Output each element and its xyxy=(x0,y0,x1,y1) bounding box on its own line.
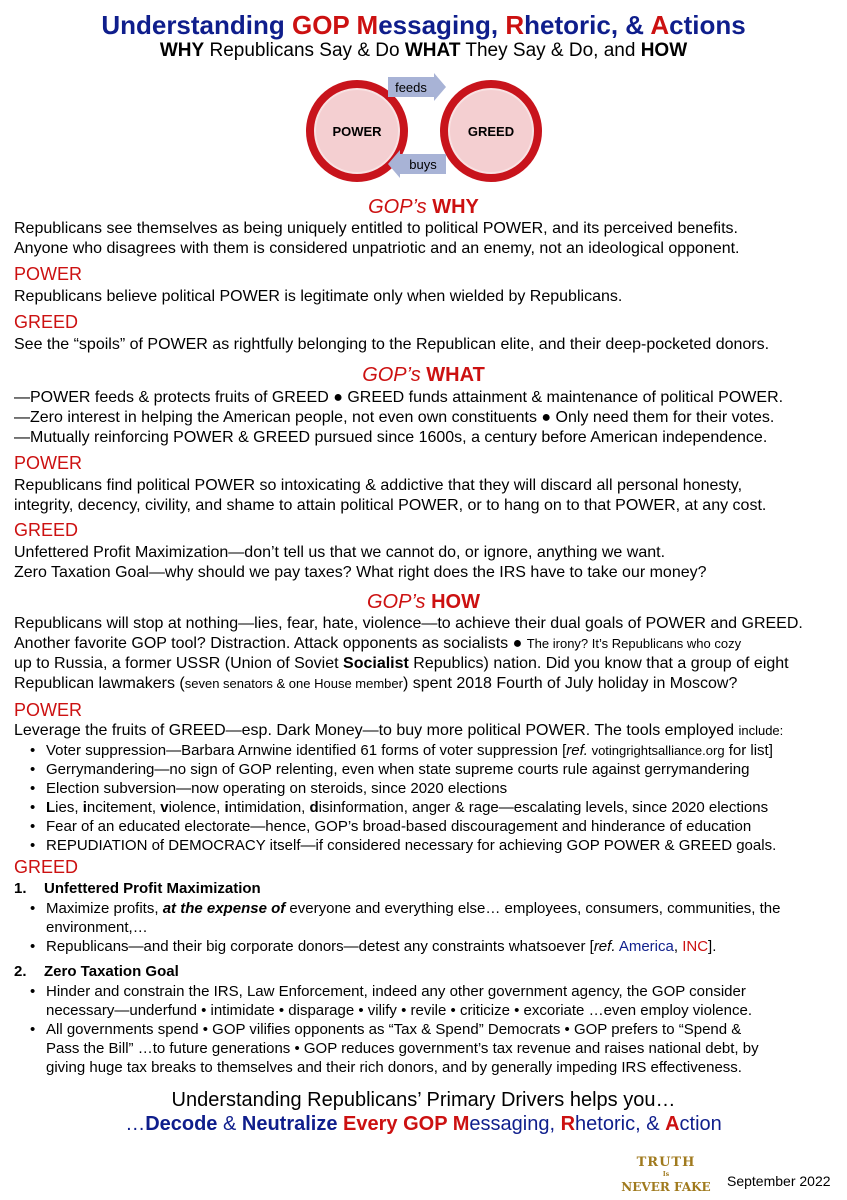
tagline-part: essaging, xyxy=(469,1113,561,1135)
bullet-text: everyone and everything else… employees, consumers, communities, the xyxy=(285,900,781,917)
tagline-part: & xyxy=(217,1113,242,1135)
tagline-part: Decode xyxy=(145,1113,218,1135)
page-title xyxy=(0,10,847,40)
bullet-emphasis: at the expense of xyxy=(162,900,286,917)
why-heading-word: WHY xyxy=(432,196,479,218)
list-item xyxy=(30,798,776,817)
tagline-part: Neutralize xyxy=(241,1113,338,1135)
title-part: hetoric, & xyxy=(524,10,651,40)
item-2-list xyxy=(30,982,759,1077)
feeds-arrow xyxy=(388,73,446,101)
bullet-part: iolence, xyxy=(168,799,225,816)
power-greed-diagram xyxy=(300,70,550,185)
buys-arrow-label: buys xyxy=(400,154,446,174)
how-line: Republicans will stop at nothing—lies, fear, hate, violence—to achieve their dual goals of POWER and GREED. xyxy=(14,615,803,632)
bullet-text: Voter suppression—Barbara Arnwine identified 61 forms of voter suppression [ xyxy=(46,742,567,759)
why-intro-line: Republicans see themselves as being uniquely entitled to political POWER, and its perceived benefits. xyxy=(14,220,738,237)
what-greed-heading: GREED xyxy=(14,520,79,540)
what-line: —Mutually reinforcing POWER & GREED pursued since 1600s, a century before American independence. xyxy=(14,429,768,446)
why-heading-prefix: GOP’s xyxy=(368,196,427,218)
bullet-part: ntimidation, xyxy=(228,799,310,816)
how-line-part: Republican lawmakers ( xyxy=(14,675,185,692)
logo-text: TRUTH xyxy=(636,1155,696,1170)
how-line-part: Socialist xyxy=(343,655,409,672)
how-line-part: up to Russia, a former USSR (Union of Soviet xyxy=(14,655,344,672)
bullet-inc: INC xyxy=(682,938,709,955)
how-power-heading: POWER xyxy=(14,700,83,720)
how-line xyxy=(14,654,839,674)
greed-circle xyxy=(440,80,542,182)
bullet-part: i xyxy=(224,799,229,816)
why-greed-heading: GREED xyxy=(14,312,79,332)
why-power-heading: POWER xyxy=(14,264,83,284)
feeds-arrow-label: feeds xyxy=(388,77,434,97)
subtitle-part: They Say & Do, and xyxy=(460,40,641,61)
how-power-intro xyxy=(14,721,839,741)
tagline-part: ction xyxy=(679,1113,722,1135)
list-item: • Gerrymandering—no sign of GOP relenting, even when state supreme courts rule against gerrymandering xyxy=(30,760,776,779)
list-item-continuation: Pass the Bill” …to future generations • GOP reduces government’s tax revenue and raises national debt, by xyxy=(46,1040,759,1057)
what-line: —POWER feeds & protects fruits of GREED ● GREED funds attainment & maintenance of political POWER. xyxy=(14,389,784,406)
why-greed-text: See the “spoils” of POWER as rightfully belonging to the Republican elite, and their deep-pocketed donors. xyxy=(14,336,770,353)
subtitle-part: HOW xyxy=(640,40,688,61)
bullet-part: L xyxy=(46,799,56,816)
what-greed-line: Unfettered Profit Maximization—don’t tell us that we cannot do, or ignore, anything we want. xyxy=(14,544,666,561)
how-heading-prefix: GOP’s xyxy=(367,591,426,613)
list-item: • REPUDIATION of DEMOCRACY itself—if considered necessary for achieving GOP POWER & GREED goals. xyxy=(30,836,776,855)
item-title: Zero Taxation Goal xyxy=(44,963,179,980)
title-part: A xyxy=(650,10,670,40)
buys-arrow xyxy=(388,150,446,178)
bullet-ref: ref. xyxy=(566,742,588,759)
tagline-part: A xyxy=(665,1113,680,1135)
why-intro-line: Anyone who disagrees with them is considered unpatriotic and an enemy, not an ideological opponent. xyxy=(14,240,740,257)
list-item xyxy=(30,741,776,760)
title-part: R xyxy=(505,10,525,40)
list-item: • All governments spend • GOP vilifies opponents as “Tax & Spend” Democrats • GOP prefers to “Spend & xyxy=(30,1020,759,1039)
how-power-intro-part: Leverage the fruits of GREED—esp. Dark Money—to buy more political POWER. The tools employed xyxy=(14,722,739,739)
page-subtitle xyxy=(0,40,847,62)
title-part: M xyxy=(356,10,379,40)
greed-circle-label: GREED xyxy=(467,123,515,139)
bullet-part: i xyxy=(82,799,87,816)
how-heading xyxy=(0,590,847,614)
bullet-text: , xyxy=(673,938,683,955)
truth-never-fake-logo xyxy=(618,1157,714,1193)
why-power-text: Republicans believe political POWER is legitimate only when wielded by Republicans. xyxy=(14,288,623,305)
power-tools-list xyxy=(30,741,776,855)
bullet-text: Maximize profits, xyxy=(46,900,163,917)
list-item-continuation: necessary—underfund • intimidate • disparage • vilify • revile • criticize • excoriate …even employ violence. xyxy=(46,1002,752,1019)
tagline-part: Every GOP xyxy=(343,1113,453,1135)
item-1-title xyxy=(14,879,261,898)
bullet-america: America xyxy=(615,938,674,955)
how-line xyxy=(14,674,839,694)
subtitle-part: Republicans Say & Do xyxy=(204,40,405,61)
bullet-text: for list] xyxy=(724,742,773,759)
how-line xyxy=(14,634,839,654)
list-item: • Hinder and constrain the IRS, Law Enforcement, indeed any other government agency, the GOP consider xyxy=(30,982,759,1001)
bullet-ref: ref. xyxy=(593,938,616,955)
bullet-part: ies, xyxy=(55,799,83,816)
what-heading-prefix: GOP’s xyxy=(362,364,421,386)
what-power-heading: POWER xyxy=(14,453,83,473)
item-number: 2. xyxy=(14,963,27,980)
how-line-part: ) spent 2018 Fourth of July holiday in Moscow? xyxy=(402,675,738,692)
item-title: Unfettered Profit Maximization xyxy=(44,880,261,897)
subtitle-part: WHY xyxy=(159,40,205,61)
what-power-line: integrity, decency, civility, and shame to attain political POWER, or to hang on to that POWER, at any cost. xyxy=(14,497,767,514)
arrow-right-icon xyxy=(434,73,446,101)
list-item-continuation xyxy=(30,918,781,937)
bullet-site: votingrightsalliance.org xyxy=(587,743,725,758)
list-item xyxy=(30,899,781,918)
item-2-title xyxy=(14,962,179,981)
title-part: GOP xyxy=(291,10,350,40)
how-greed-heading: GREED xyxy=(14,857,79,877)
power-circle-label: POWER xyxy=(332,123,382,139)
title-part: Understanding xyxy=(101,10,292,40)
how-power-intro-part: include: xyxy=(738,723,784,738)
logo-text: NEVER FAKE xyxy=(621,1180,711,1194)
how-line-part: The irony? It’s Republicans who cozy xyxy=(526,636,742,651)
list-item-continuation: giving huge tax breaks to themselves and their rich donors, and by generally impeding IRS effectiveness. xyxy=(46,1059,742,1076)
tagline-part: R xyxy=(560,1113,576,1135)
footer-line: Understanding Republicans’ Primary Drivers helps you… xyxy=(171,1089,676,1111)
what-greed-line: Zero Taxation Goal—why should we pay taxes? What right does the IRS have to take our money? xyxy=(14,564,707,581)
bullet-part: d xyxy=(309,799,319,816)
subtitle-part: WHAT xyxy=(404,40,461,61)
item-number: 1. xyxy=(14,880,27,897)
tagline-part: hetoric, & xyxy=(575,1113,666,1135)
item-1-list xyxy=(30,899,781,956)
list-item xyxy=(30,937,781,956)
what-heading xyxy=(0,363,847,387)
title-part: ctions xyxy=(669,10,746,40)
how-line-part: seven senators & one House member xyxy=(184,676,403,691)
tagline-part: … xyxy=(125,1113,146,1135)
bullet-text: ]. xyxy=(708,938,717,955)
arrow-left-icon xyxy=(388,150,400,178)
bullet-part: v xyxy=(160,799,169,816)
what-power-line: Republicans find political POWER so intoxicating & addictive that they will discard all personal honesty, xyxy=(14,477,743,494)
how-heading-word: HOW xyxy=(431,591,480,613)
logo-text: Is xyxy=(662,1171,670,1178)
bullet-part: isinformation, anger & rage—escalating levels, since 2020 elections xyxy=(318,799,769,816)
title-part xyxy=(349,10,356,40)
bullet-part: ncitement, xyxy=(86,799,161,816)
tagline-part: M xyxy=(452,1113,470,1135)
how-line-part: Republics) nation. Did you know that a group of eight xyxy=(408,655,789,672)
what-heading-word: WHAT xyxy=(426,364,485,386)
list-item: • Election subversion—now operating on steroids, since 2020 elections xyxy=(30,779,776,798)
why-heading xyxy=(0,195,847,219)
date-label: September 2022 xyxy=(727,1173,831,1189)
list-item: • Fear of an educated electorate—hence, GOP’s broad-based discouragement and hinderance of education xyxy=(30,817,776,836)
what-line: —Zero interest in helping the American people, not even own constituents ● Only need them for their votes. xyxy=(14,409,775,426)
bullet-text: Republicans—and their big corporate donors—detest any constraints whatsoever [ xyxy=(46,938,594,955)
footer-tagline xyxy=(0,1112,847,1136)
title-part: essaging, xyxy=(378,10,506,40)
how-line-part: Another favorite GOP tool? Distraction. Attack opponents as socialists ● xyxy=(14,635,527,652)
bullet-text: environment,… xyxy=(46,919,148,936)
